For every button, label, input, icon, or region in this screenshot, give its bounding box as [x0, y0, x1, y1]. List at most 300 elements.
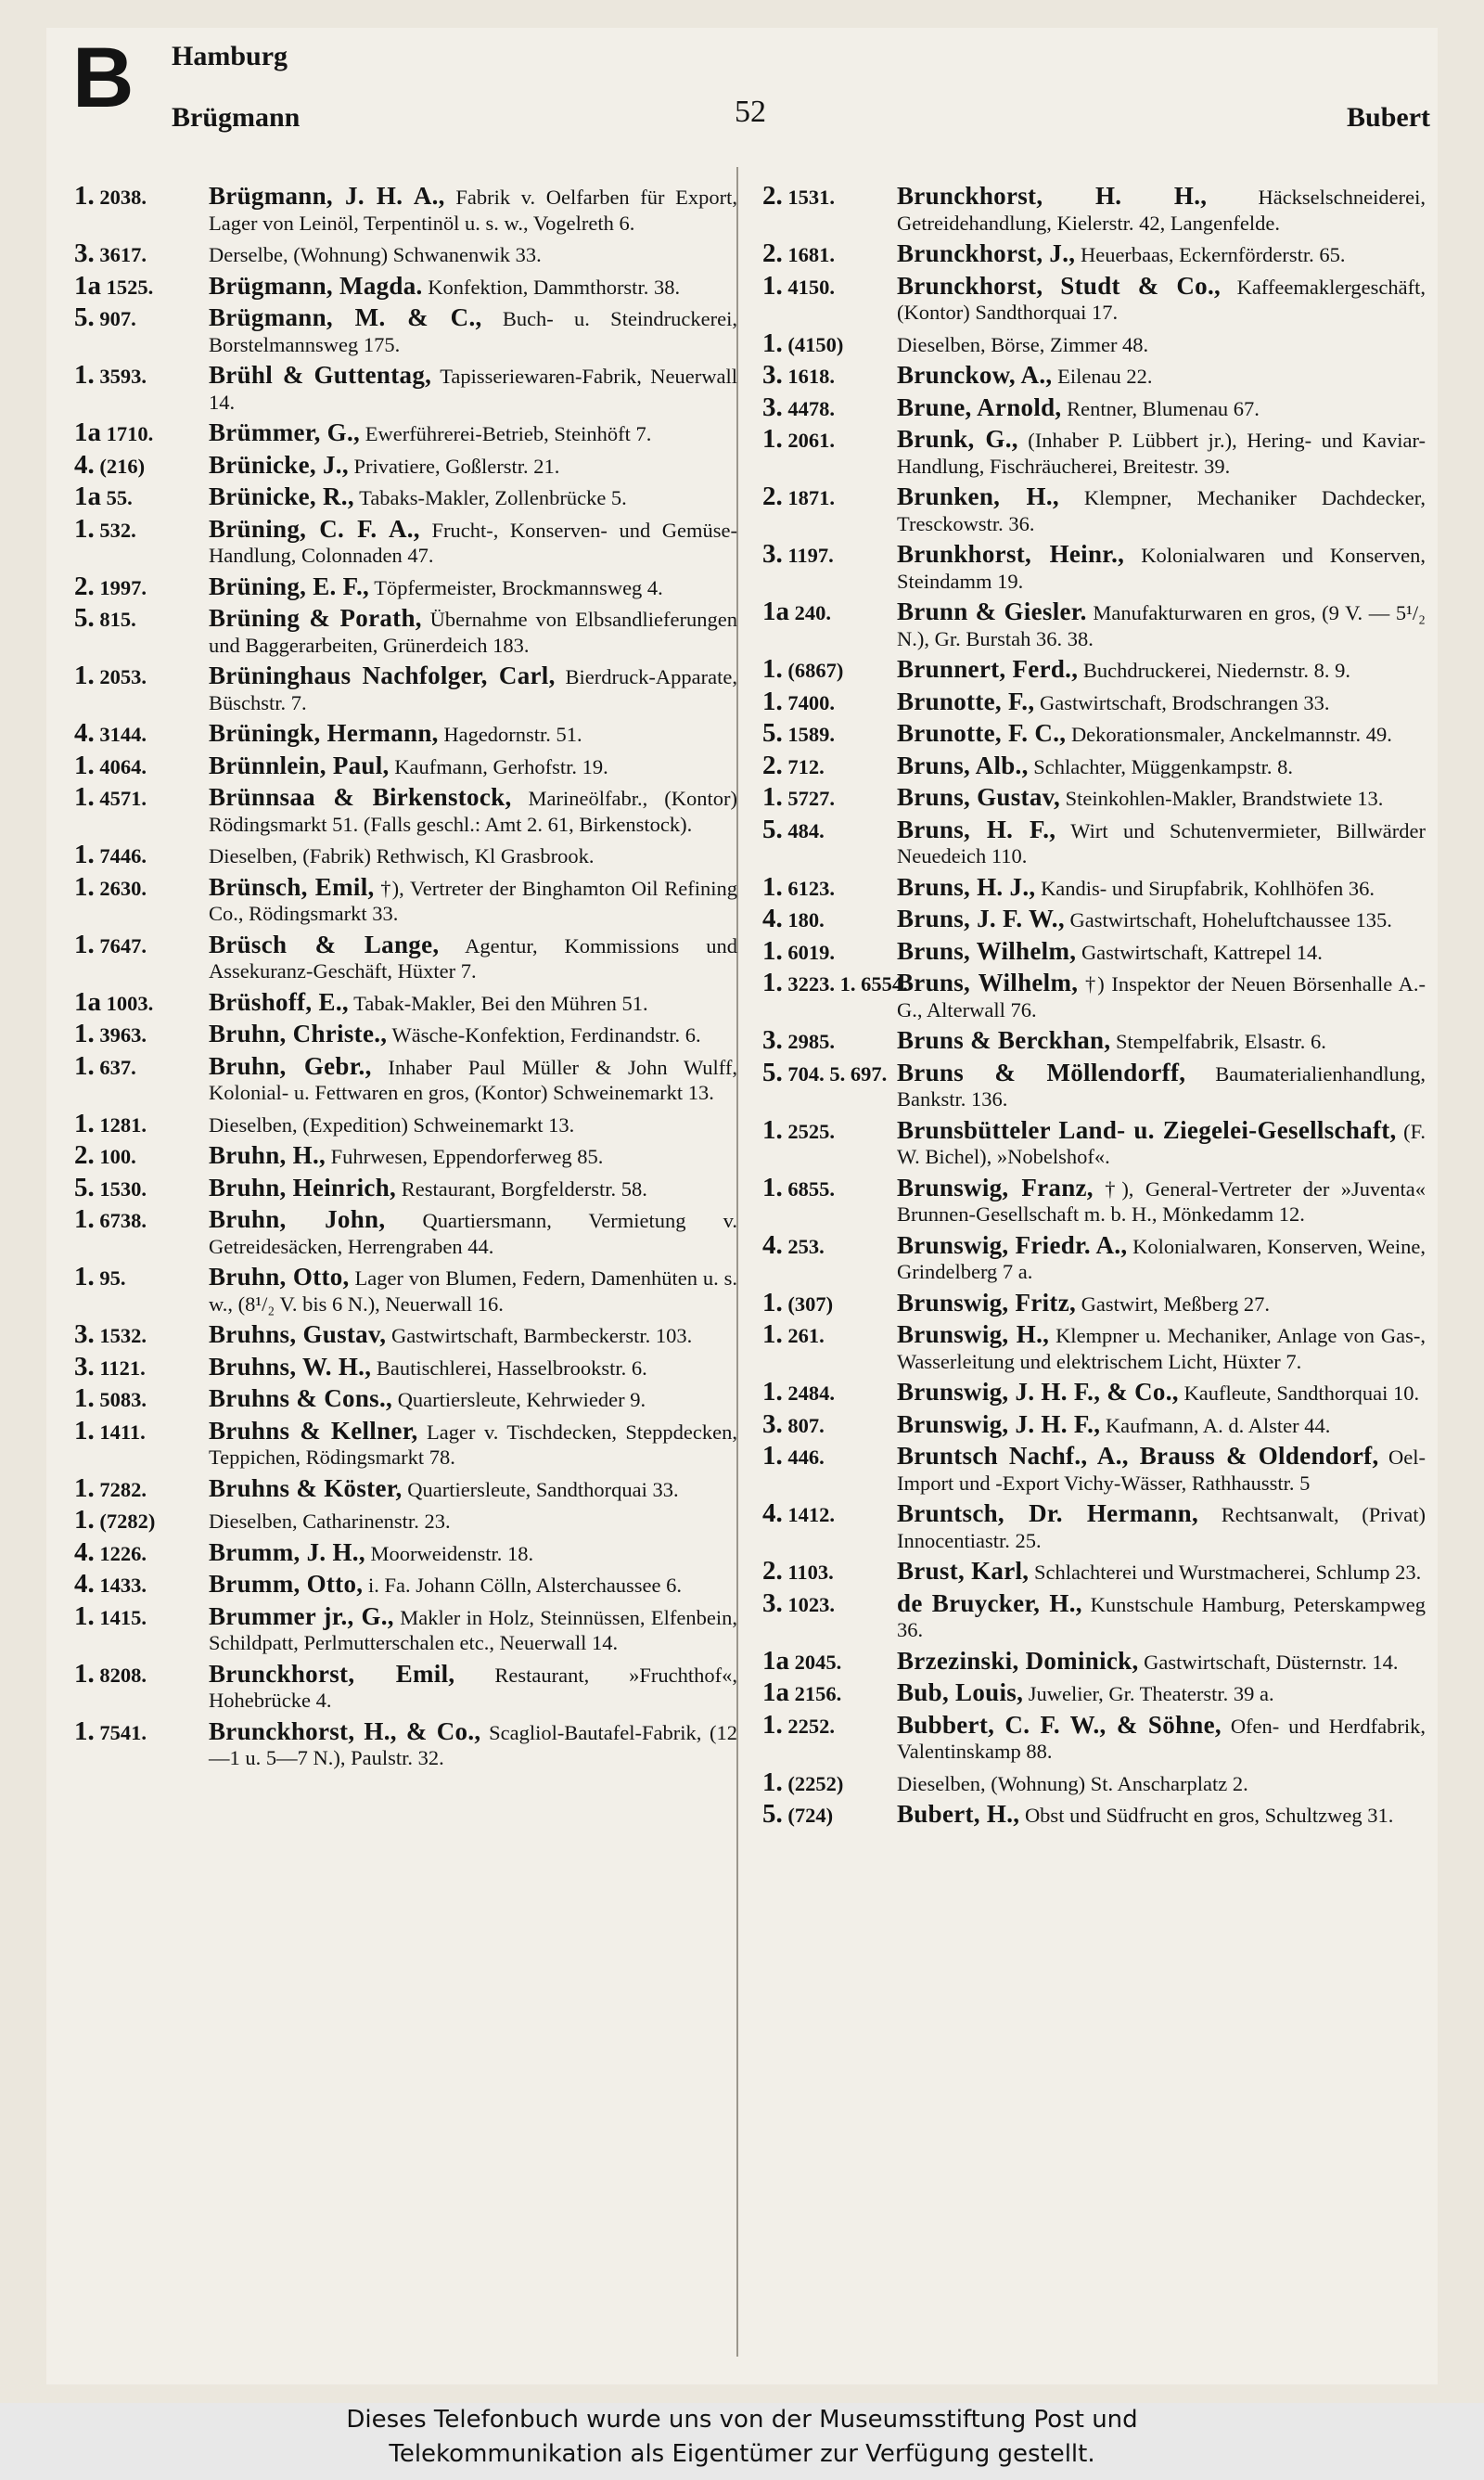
entry-details: Eilenau 22. [1057, 365, 1153, 388]
directory-entry [762, 238, 1426, 268]
entry-text [897, 1444, 1426, 1496]
entry-name: Bruns & Möllendorff, [897, 1058, 1186, 1086]
phone-number: 6019. [787, 940, 835, 964]
entry-name: Bruns, Wilhelm, [897, 969, 1079, 996]
exchange-code: 1. [74, 1108, 95, 1138]
exchange-code: 1a [762, 1677, 789, 1707]
entry-name: Brünicke, J., [209, 450, 349, 479]
phone-number: 1023. [787, 1592, 835, 1616]
directory-entry [762, 814, 1426, 869]
exchange-code: 1. [762, 1172, 783, 1202]
exchange-number [74, 1108, 209, 1138]
directory-entry [762, 360, 1426, 390]
phone-number: 6855. [787, 1176, 835, 1201]
entry-text [897, 872, 1426, 902]
exchange-code: 1. [762, 1319, 783, 1349]
phone-number: 2156. [794, 1682, 842, 1705]
phone-number: 3963. [99, 1023, 147, 1047]
entry-text [209, 721, 737, 748]
entry-text [209, 932, 737, 984]
directory-entry [74, 1383, 737, 1413]
phone-number: 1589. [787, 723, 835, 746]
phone-number: 1121. [99, 1356, 146, 1380]
exchange-number [74, 1140, 209, 1170]
phone-number: 4150. [787, 275, 835, 299]
exchange-code: 1. [74, 1505, 95, 1535]
entry-details: Kandis- und Sirupfabrik, Kohlhöfen 36. [1041, 876, 1375, 900]
exchange-number [74, 1019, 209, 1048]
entry-text [897, 542, 1426, 594]
entry-text [897, 331, 1426, 358]
phone-number: 484. [787, 818, 825, 842]
last-entry-name: Bubert [1347, 102, 1430, 133]
entry-text [209, 1537, 737, 1567]
exchange-number [762, 392, 897, 422]
exchange-code: 5. [762, 1799, 783, 1829]
exchange-number [74, 1319, 209, 1349]
entry-details: Übernahme von Elbsandlieferungen und Baggerarbeiten, Grünerdeich 183. [209, 608, 738, 657]
directory-entry [74, 1536, 737, 1567]
entry-text [897, 817, 1426, 869]
exchange-code: 1. [762, 1767, 783, 1797]
phone-number: 637. [99, 1055, 136, 1079]
entry-details: Buch- u. Steindruckerei, Borstelmannsweg 175. [209, 307, 738, 356]
entry-name: Bruhns, Gustav, [209, 1320, 387, 1348]
directory-entry [762, 1709, 1426, 1765]
directory-entry [74, 1019, 737, 1048]
directory-entry [762, 750, 1426, 780]
entry-details: Kaffeemaklergeschäft, (Kontor) Sandthorquai 17. [897, 275, 1426, 324]
directory-entry [74, 1262, 738, 1317]
entry-details: Tapisseriewaren-Fabrik, Neuerwall 14. [209, 365, 737, 414]
entry-details: Rentner, Blumenau 67. [1067, 396, 1260, 420]
exchange-code: 1. [74, 1600, 95, 1631]
directory-entry [762, 1498, 1426, 1553]
exchange-number [762, 360, 897, 390]
exchange-number [74, 420, 209, 447]
entry-name: Bruhn, Christe., [209, 1020, 388, 1047]
exchange-number [762, 1498, 897, 1553]
exchange-code: 1. [74, 1262, 95, 1291]
entry-name: Bub, Louis, [897, 1678, 1024, 1706]
entry-details: Dekorationsmaler, Anckelmannstr. 49. [1070, 723, 1392, 746]
exchange-number [762, 424, 897, 479]
directory-entry [74, 1172, 737, 1202]
entry-text [897, 1028, 1426, 1055]
entry-name: Bruns, Gustav, [897, 783, 1061, 811]
directory-entry [74, 1050, 737, 1106]
directory-entry [762, 1767, 1426, 1797]
exchange-number [74, 842, 209, 869]
left-column [74, 181, 738, 1777]
exchange-number [74, 718, 209, 748]
exchange-code: 4. [762, 1229, 783, 1260]
entry-name: Brunsbütteler Land- u. Ziegelei-Gesellschaft, [897, 1115, 1397, 1144]
entry-details: Töpfermeister, Brockmannsweg 4. [374, 575, 663, 599]
entry-text [209, 184, 737, 236]
exchange-code: 1. [762, 1287, 783, 1317]
entry-text [209, 305, 737, 357]
entry-details: (F. W. Bichel), »Nobelshof«. [897, 1119, 1426, 1168]
entry-details: Quartiersmann, Vermietung v. Getreidesäcken, Herrengraben 44. [209, 1209, 737, 1258]
exchange-number [74, 1505, 209, 1535]
phone-number: 1532. [99, 1324, 147, 1347]
entry-text [209, 241, 737, 268]
entry-details: Moorweidenstr. 18. [370, 1541, 534, 1565]
exchange-code: 1. [762, 1709, 783, 1740]
phone-number: 2252. [787, 1714, 835, 1738]
right-column [762, 181, 1426, 1834]
entry-details: Kaufmann, A. d. Alster 44. [1105, 1413, 1331, 1437]
entry-details: Klempner, Mechaniker Dachdecker, Tresckowstr. 36. [897, 486, 1426, 535]
exchange-number [762, 270, 897, 326]
entry-name: Bruhns & Cons., [209, 1384, 393, 1412]
exchange-number [762, 1767, 897, 1797]
exchange-number [74, 449, 209, 480]
entry-name: Brügmann, M. & C., [209, 303, 482, 331]
exchange-number [74, 1172, 209, 1202]
entry-details: Häckselschneiderei, Getreidehandlung, Kielerstr. 42, Langenfelde. [897, 186, 1426, 235]
phone-number: 1412. [787, 1503, 835, 1526]
directory-entry [762, 654, 1426, 684]
exchange-number [762, 1057, 897, 1112]
directory-page [46, 28, 1438, 2384]
exchange-number [762, 968, 908, 1022]
entry-name: Bruhns, W. H., [209, 1352, 372, 1381]
entry-text [897, 1060, 1426, 1112]
entry-text [897, 427, 1426, 479]
exchange-number [762, 1556, 897, 1586]
entry-text [897, 241, 1426, 268]
directory-entry [74, 1600, 737, 1656]
entry-text [209, 1022, 737, 1048]
entry-name: Brunk, G., [897, 425, 1018, 453]
directory-entry [74, 871, 737, 927]
phone-number: 1530. [99, 1176, 147, 1201]
phone-number: 1003. [106, 991, 154, 1015]
directory-entry [762, 906, 1426, 933]
entry-text [209, 1416, 737, 1471]
phone-number: 2061. [787, 429, 835, 452]
exchange-number [74, 1658, 209, 1714]
entry-name: Brust, Karl, [897, 1557, 1030, 1585]
exchange-code: 1. [74, 871, 95, 902]
entry-text [897, 271, 1426, 326]
entry-text [897, 1380, 1426, 1407]
exchange-number [74, 302, 209, 357]
entry-text [897, 1501, 1426, 1553]
directory-entry [762, 935, 1426, 966]
exchange-code: 4. [762, 1498, 783, 1528]
entry-text [209, 1352, 737, 1381]
entry-details: Lager v. Tischdecken, Steppdecken, Teppichen, Rödingsmarkt 78. [209, 1420, 737, 1469]
entry-details: Tabak-Makler, Bei den Mühren 51. [353, 991, 648, 1015]
exchange-number [762, 814, 897, 869]
entry-text [209, 872, 737, 927]
section-letter: B [72, 31, 134, 125]
entry-text [897, 753, 1426, 780]
entry-details: Marineölfabr., (Kontor) Rödingsmarkt 51. (Falls geschl.: Amt 2. 61, Birkenstock). [209, 787, 738, 836]
exchange-number [74, 1351, 209, 1381]
exchange-number [74, 1600, 209, 1656]
directory-entry [74, 929, 737, 984]
entry-text [209, 1051, 737, 1106]
directory-entry [762, 1408, 1426, 1439]
entry-name: Bruhn, Otto, [209, 1263, 350, 1291]
entry-details: Klempner u. Mechaniker, Anlage von Gas-, Wasserleitung und elektrischem Licht, Hüxter 7. [897, 1324, 1426, 1373]
exchange-number [74, 270, 209, 301]
entry-name: Brunswig, H., [897, 1320, 1050, 1348]
entry-name: Brunn & Giesler. [897, 598, 1087, 625]
exchange-code: 3. [762, 1587, 783, 1618]
exchange-code: 1. [74, 1383, 95, 1413]
exchange-code: 4. [74, 1569, 95, 1599]
exchange-code: 1. [74, 840, 95, 869]
entry-details: Lager von Blumen, Federn, Damenhüten u. s. w., (8¹/₂ V. bis 6 N.), Neuerwall 16. [209, 1266, 738, 1316]
exchange-code: 1a [74, 270, 101, 301]
directory-entry [762, 718, 1426, 748]
phone-number: 815. [99, 608, 136, 631]
entry-text [209, 1386, 737, 1413]
directory-entry [74, 663, 737, 715]
exchange-code: 1. [762, 270, 783, 301]
exchange-number [762, 1319, 897, 1374]
entry-name: Brünsch, Emil, [209, 872, 375, 901]
directory-entry [762, 1287, 1426, 1317]
entry-details: Dieselben, (Expedition) Schweinemarkt 13. [209, 1112, 575, 1137]
exchange-number [74, 1569, 209, 1599]
entry-name: Bubert, H., [897, 1800, 1020, 1828]
phone-number: 3223. 1. 6554. [787, 972, 908, 996]
exchange-number [762, 1114, 897, 1170]
entry-details: Rechtsanwalt, (Privat) Innocentiastr. 25. [897, 1503, 1426, 1552]
exchange-code: 1. [74, 782, 95, 812]
entry-text [897, 1288, 1426, 1317]
entry-text [209, 484, 737, 511]
exchange-code: 1. [74, 1715, 95, 1746]
city-title: Hamburg [172, 41, 288, 71]
entry-text [209, 606, 737, 658]
exchange-code: 1. [762, 935, 783, 966]
directory-entry [74, 1472, 737, 1503]
entry-name: Bruns, H. J., [897, 872, 1036, 901]
exchange-code: 5. [74, 603, 95, 633]
phone-number: 1525. [106, 275, 154, 299]
entry-text [209, 842, 737, 869]
entry-text [897, 1409, 1426, 1439]
entry-text [897, 970, 1426, 1022]
entry-name: Brunckhorst, Studt & Co., [897, 271, 1222, 300]
phone-number: (6867) [787, 659, 844, 682]
exchange-number [762, 1587, 897, 1643]
exchange-number [762, 1441, 897, 1496]
exchange-code: 1a [74, 986, 101, 1017]
entry-details: Oel-Import und -Export Vichy-Wässer, Rathhausstr. 5 [897, 1446, 1426, 1495]
entry-text [897, 1173, 1426, 1227]
entry-name: Bruns, H. F., [897, 815, 1056, 843]
phone-number: 1871. [787, 486, 835, 509]
entry-text [209, 1207, 737, 1259]
entry-text [897, 785, 1426, 812]
entry-details: Kolonialwaren, Konserven, Weine, Grindelberg 7 a. [897, 1234, 1426, 1283]
entry-name: Brüningk, Hermann, [209, 719, 439, 747]
exchange-number [762, 484, 897, 536]
entry-details: Restaurant, »Fruchthof«, Hohebrücke 4. [209, 1663, 737, 1712]
entry-details: Gastwirtschaft, Brodschrangen 33. [1040, 690, 1330, 714]
exchange-code: 5. [74, 302, 95, 332]
entry-text [209, 1508, 737, 1535]
entry-details: i. Fa. Johann Cölln, Alsterchaussee 6. [367, 1574, 683, 1597]
exchange-code: 1. [762, 1377, 783, 1407]
directory-entry [74, 1351, 737, 1381]
exchange-number [74, 360, 209, 415]
phone-number: 907. [99, 307, 136, 330]
directory-entry [74, 181, 738, 236]
exchange-code: 1a [74, 418, 101, 447]
entry-text [897, 1680, 1426, 1707]
phone-number: 1103. [787, 1561, 834, 1584]
phone-number: 7541. [99, 1720, 147, 1744]
exchange-number [762, 1172, 897, 1227]
entry-text [209, 514, 738, 569]
entry-text [209, 1112, 737, 1138]
phone-number: 1710. [106, 422, 154, 445]
phone-number: 1997. [99, 575, 147, 599]
entry-details: Privatiere, Goßlerstr. 21. [353, 454, 560, 478]
directory-entry [74, 1715, 738, 1771]
directory-entry [74, 420, 737, 447]
exchange-code: 2. [762, 750, 783, 780]
exchange-code: 2. [762, 181, 783, 211]
exchange-code: 2. [762, 238, 783, 268]
phone-number: 261. [787, 1324, 825, 1347]
directory-entry [74, 571, 737, 601]
directory-entry [762, 871, 1426, 902]
phone-number: 6123. [787, 876, 835, 900]
entry-details: (Inhaber P. Lübbert jr.), Hering- und Kaviar-Handlung, Fischräucherei, Breitestr. 39. [897, 429, 1426, 478]
entry-details: Derselbe, (Wohnung) Schwanenwik 33. [209, 243, 542, 266]
entry-name: Brüshoff, E., [209, 987, 349, 1016]
phone-number: 2038. [99, 186, 147, 209]
entry-name: Brunswig, Friedr. A., [897, 1230, 1128, 1259]
phone-number: 1197. [787, 544, 834, 567]
entry-name: Brunswig, Fritz, [897, 1288, 1077, 1317]
entry-details: Ofen- und Herdfabrik, Valentinskamp 88. [897, 1714, 1426, 1763]
phone-number: 7446. [99, 844, 147, 867]
entry-text [209, 450, 737, 480]
exchange-code: 1. [74, 661, 95, 690]
phone-number: 7400. [787, 690, 835, 714]
exchange-code: 1. [762, 871, 783, 902]
directory-entry [762, 424, 1426, 479]
entry-details: Scagliol-Bautafel-Fabrik, (12—1 u. 5—7 N.), Paulstr. 32. [209, 1720, 738, 1769]
directory-entry [74, 718, 737, 748]
exchange-code: 1a [762, 1645, 789, 1676]
entry-details: Ewerführerei-Betrieb, Steinhöft 7. [365, 422, 652, 445]
exchange-code: 1. [74, 181, 95, 211]
phone-number: 95. [99, 1266, 126, 1290]
entry-details: Dieselben, (Wohnung) St. Anscharplatz 2. [897, 1771, 1248, 1795]
entry-text [209, 753, 737, 780]
entry-text [897, 363, 1426, 390]
entry-details: Hagedornstr. 51. [443, 723, 582, 746]
directory-entry [74, 1415, 737, 1471]
exchange-number [74, 603, 209, 658]
entry-name: Bruhn, Gebr., [209, 1051, 372, 1080]
entry-name: Bruhn, John, [209, 1205, 386, 1233]
directory-entry [74, 1204, 737, 1259]
entry-name: Brunken, H., [897, 482, 1059, 510]
exchange-code: 3. [762, 1025, 783, 1055]
exchange-number [762, 1025, 897, 1055]
directory-entry [762, 181, 1426, 236]
exchange-number [762, 654, 897, 684]
entry-details: Konfektion, Dammthorstr. 38. [428, 275, 681, 299]
entry-name: Brühl & Guttentag, [209, 361, 432, 389]
phone-number: 2053. [99, 665, 147, 688]
entry-name: Brügmann, Magda. [209, 271, 423, 300]
entry-name: Bruns, Alb., [897, 751, 1029, 779]
entry-details: Kaufleute, Sandthorquai 10. [1183, 1381, 1420, 1405]
entry-text [209, 1322, 737, 1349]
entry-details: Kunstschule Hamburg, Peterskampweg 36. [897, 1592, 1426, 1641]
exchange-number [74, 1262, 209, 1317]
phone-number: 1681. [787, 243, 835, 266]
phone-number: 446. [787, 1446, 825, 1469]
entry-details: Schlachterei und Wurstmacherei, Schlump 23. [1033, 1561, 1422, 1584]
directory-entry [74, 1140, 737, 1170]
directory-entry [762, 1799, 1426, 1829]
entry-details: Manufakturwaren en gros, (9 V. — 5¹/₂ N.), Gr. Burstah 36. 38. [897, 601, 1426, 650]
attribution-line-1: Dieses Telefonbuch wurde uns von der Museumsstiftung Post und [346, 2406, 1138, 2434]
entry-name: Brune, Arnold, [897, 392, 1062, 421]
entry-name: Brunckhorst, H. H., [897, 182, 1208, 210]
phone-number: 4571. [99, 787, 147, 810]
exchange-number [762, 328, 897, 358]
directory-entry [762, 1025, 1426, 1055]
entry-name: Brunswig, J. H. F., [897, 1409, 1101, 1438]
entry-text [897, 484, 1426, 536]
exchange-number [762, 1709, 897, 1765]
phone-number: 1226. [99, 1541, 147, 1565]
entry-text [897, 1230, 1426, 1285]
directory-entry [74, 1108, 737, 1138]
phone-number: 1618. [787, 365, 835, 388]
entry-text [209, 1265, 737, 1317]
exchange-number [762, 782, 897, 812]
entry-text [897, 392, 1426, 422]
entry-name: Brunckhorst, H., & Co., [209, 1716, 481, 1745]
entry-name: Brunckow, A., [897, 361, 1053, 389]
phone-number: 4478. [787, 396, 835, 420]
directory-entry [74, 1658, 737, 1714]
entry-text [897, 1588, 1426, 1643]
entry-details: Schlachter, Müggenkampstr. 8. [1033, 754, 1293, 778]
exchange-number [74, 986, 209, 1017]
entry-details: †), General-Vertreter der »Juventa« Brunnen-Gesellschaft m. b. H., Mönkedamm 12. [897, 1176, 1426, 1226]
exchange-code: 1. [74, 1019, 95, 1048]
phone-number: 2484. [787, 1381, 835, 1405]
entry-name: Brunckhorst, J., [897, 239, 1076, 267]
entry-details: Stempelfabrik, Elsastr. 6. [1116, 1030, 1326, 1053]
exchange-code: 3. [74, 1319, 95, 1349]
entry-details: Makler in Holz, Steinnüssen, Elfenbein, Schildpatt, Perlmutterschalen etc., Neuerwall 14. [209, 1605, 737, 1654]
exchange-number [74, 1050, 209, 1106]
exchange-number [762, 718, 897, 748]
entry-text [209, 785, 737, 837]
entry-details: Juwelier, Gr. Theaterstr. 39 a. [1028, 1682, 1274, 1705]
phone-number: (216) [99, 454, 146, 478]
